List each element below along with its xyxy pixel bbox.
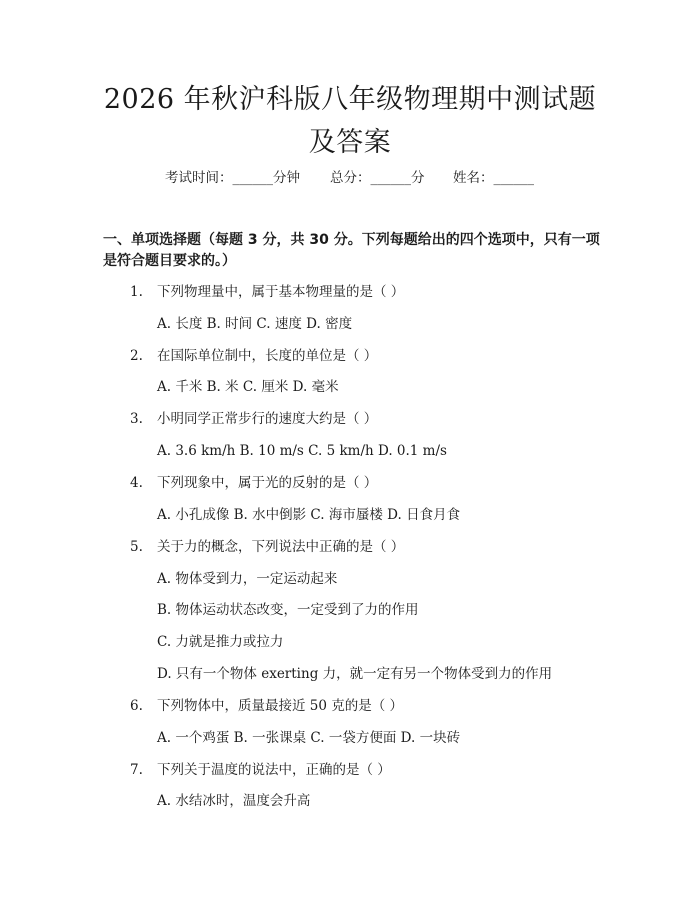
document-title: 2026 年秋沪科版八年级物理期中测试题及答案 <box>103 84 597 158</box>
question-options: A. 3.6 km/h B. 10 m/s C. 5 km/h D. 0.1 m/s <box>157 443 447 459</box>
question-text: 下列物理量中，属于基本物理量的是（ ） <box>157 284 405 300</box>
question-number: 3. <box>130 411 143 427</box>
question-text: 在国际单位制中，长度的单位是（ ） <box>157 348 378 364</box>
question-number: 2. <box>130 348 143 364</box>
section-heading-single-choice: 一、单项选择题（每题 3 分，共 30 分。下列每题给出的四个选项中，只有一项是符合题目要求的。） <box>103 232 600 269</box>
question-number: 4. <box>130 475 143 491</box>
exam-time-field: 考试时间：______分钟 <box>165 170 300 186</box>
question-text: 下列关于温度的说法中，正确的是（ ） <box>157 762 391 778</box>
question-options: A. 千米 B. 米 C. 厘米 D. 毫米 <box>157 379 339 395</box>
question-text: 下列物体中，质量最接近 50 克的是（ ） <box>157 698 404 714</box>
question-number: 5. <box>130 539 143 555</box>
question-number: 6. <box>130 698 143 714</box>
question-options: A. 长度 B. 时间 C. 速度 D. 密度 <box>157 316 353 332</box>
student-name-field: 姓名：______ <box>453 170 534 186</box>
question-options: A. 一个鸡蛋 B. 一张课桌 C. 一袋方便面 D. 一块砖 <box>157 730 461 746</box>
question-options: A. 小孔成像 B. 水中倒影 C. 海市蜃楼 D. 日食月食 <box>157 507 461 523</box>
question-option-d: D. 只有一个物体 exerting 力，就一定有另一个物体受到力的作用 <box>157 666 553 682</box>
question-text: 下列现象中，属于光的反射的是（ ） <box>157 475 378 491</box>
question-text: 关于力的概念，下列说法中正确的是（ ） <box>157 539 405 555</box>
question-number: 1. <box>130 284 143 300</box>
total-score-field: 总分：______分 <box>330 170 425 186</box>
question-option-a: A. 物体受到力，一定运动起来 <box>157 571 338 587</box>
question-option-b: B. 物体运动状态改变，一定受到了力的作用 <box>157 602 419 618</box>
question-number: 7. <box>130 762 143 778</box>
question-text: 小明同学正常步行的速度大约是（ ） <box>157 411 378 427</box>
question-option-a: A. 水结冰时，温度会升高 <box>157 793 311 809</box>
question-option-c: C. 力就是推力或拉力 <box>157 634 284 650</box>
